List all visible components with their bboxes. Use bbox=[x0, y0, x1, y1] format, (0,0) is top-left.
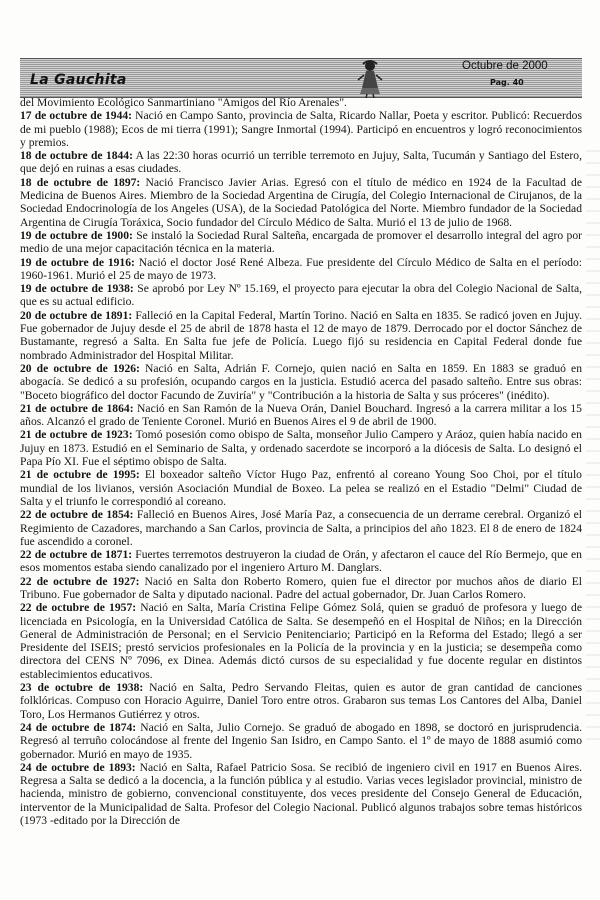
entry-text: Nació en San Ramón de la Nueva Orán, Daniel Bouchard. Ingresó a la carrera militar a los 15 años. Alcanzó el grado de Teniente Coronel. Murió en Buenos Aires el 9 de abril de 1900. bbox=[20, 401, 582, 429]
entry bbox=[20, 428, 582, 468]
entry-date: 18 de octubre de 1897: bbox=[20, 175, 141, 189]
publication-title: La Gauchita bbox=[30, 72, 127, 88]
gauchita-mascot-icon bbox=[354, 58, 386, 98]
entry-date: 22 de octubre de 1927: bbox=[20, 574, 140, 588]
entry-date: 18 de octubre de 1844: bbox=[20, 149, 133, 163]
entry-text: Falleció en Buenos Aires, José María Paz, a consecuencia de un derrame cerebral. Organizó el Regimiento de Cazadores, marchando a San Carlos, provincia de Salta, a principios del año 1823. El 8 de enero de 1824 fue ascendido a coronel. bbox=[20, 508, 582, 548]
entry bbox=[20, 468, 582, 508]
scan-edge-shadow bbox=[586, 140, 600, 740]
entry bbox=[20, 601, 582, 681]
entry bbox=[20, 761, 582, 827]
entry-date: 21 de octubre de 1864: bbox=[20, 401, 134, 415]
entry bbox=[20, 402, 582, 429]
entry-date: 19 de octubre de 1938: bbox=[20, 282, 134, 296]
entry bbox=[20, 575, 582, 602]
entry bbox=[20, 176, 582, 229]
entry bbox=[20, 282, 582, 309]
entry bbox=[20, 681, 582, 721]
issue-date: Octubre de 2000 bbox=[462, 60, 548, 72]
entry-date: 24 de octubre de 1893: bbox=[20, 760, 136, 774]
entry bbox=[20, 256, 582, 283]
entry-text: Nació en Salta, Julio Cornejo. Se graduó de abogado en 1898, se doctoró en jurisprudencia. Regresó al terruño colocándose al frente del Ingenio San Isidro, en Campo Santo. el 1º de mayo de 1888 asumió como gobernador. Murió en mayo de 1935. bbox=[20, 720, 582, 761]
entry-text: Nació en Salta, Pedro Servando Fleitas, quien es autor de gran cantidad de canciones folklóricas. Compuso con Horacio Aguirre, Daniel Toro entre otros. Grabaron sus temas Los Cantores del Alba, Daniel Toro, Los Hermanos Gutiérrez y otros. bbox=[20, 681, 582, 721]
entry-date: 20 de octubre de 1891: bbox=[20, 308, 133, 322]
entry-text: A las 22:30 horas ocurrió un terrible terremoto en Jujuy, Salta, Tucumán y Santiago del Estero, que dejó en ruinas a esas ciudades. bbox=[20, 149, 582, 176]
entry-date: 23 de octubre de 1938: bbox=[20, 681, 144, 695]
entry-date: 19 de octubre de 1916: bbox=[20, 255, 135, 269]
entry-text: Nació en Campo Santo, provincia de Salta, Ricardo Nallar, Poeta y escritor. Publicó: Recuerdos de mi pueblo (1988); Ecos de mi tierra (1991); Sangre Inmortal (1994). Participó en encuentros y logró reconocimientos y premios. bbox=[20, 109, 582, 149]
entry-date: 22 de octubre de 1957: bbox=[20, 601, 137, 615]
entry-text: del Movimiento Ecológico Sanmartiniano "Amigos del Río Arenales". bbox=[20, 96, 347, 109]
entry-text: Nació el doctor José René Albeza. Fue presidente del Círculo Médico de Salta en el período: 1960-1961. Murió el 25 de mayo de 1973. bbox=[20, 255, 582, 282]
entry-text: Fuertes terremotos destruyeron la ciudad de Orán, y afectaron el cauce del Río Bermejo, que en esos momentos estaba siendo canalizado por el ingeniero Arturo M. Danglars. bbox=[20, 548, 582, 575]
entry-date: 21 de octubre de 1995: bbox=[20, 468, 140, 482]
entry-text: Nació en Salta, María Cristina Felipe Gómez Solá, quien se graduó de profesora y luego de licenciada en Psicología, en la Universidad Católica de Salta. Se desempeñó en el Hospital de Niños; en la Dirección General de Administración de Personal; en el Servicio Penitenciario; Participó en la Reforma del Estado; llegó a ser Presidente del ISEIS; prestó servicios profesionales en la Policía de la provincia y en la justicia; se desempeña como directora del CENS Nº 7096, ex Dinea. Además dictó cursos de su especialidad y fue docente regular en distintos establecimientos educativos. bbox=[20, 601, 582, 681]
entry-text: Falleció en la Capital Federal, Martín Torino. Nació en Salta en 1835. Se radicó joven en Jujuy. Fue gobernador de Jujuy desde el 25 de abril de 1878 hasta el 12 de mayo de 1879. Derrocado por el doctor Sánchez de Bustamante, regresó a Salta. En Salta fue jefe de Policía. Luego fijó su residencia en Capital Federal donde fue nombrado Administrador del Hospital Militar. bbox=[20, 308, 582, 362]
entry bbox=[20, 149, 582, 176]
entry bbox=[20, 96, 582, 109]
entry-date: 22 de octubre de 1854: bbox=[20, 508, 134, 522]
entry-text: Se aprobó por Ley Nº 15.169, el proyecto para ejecutar la obra del Colegio Nacional de Salta, que es su actual edificio. bbox=[20, 282, 582, 309]
entry-text: Nació en Salta, Rafael Patricio Sosa. Se recibió de ingeniero civil en 1917 en Buenos Aires. Regresa a Salta se dedicó a la docencia, a la función pública y al estudio. Varias veces legislador provincial, ministro de hacienda, ministro de gobierno, convencional constituyente, dos veces presidente del Consejo General de Educación, interventor de la Municipalidad de Salta. Profesor del Colegio Nacional. Publicó algunos trabajos sobre temas históricos (1973 -editado por la Dirección de bbox=[20, 760, 582, 828]
entry-text: El boxeador salteño Víctor Hugo Paz, enfrentó al coreano Young Soo Choi, por el título mundial de los livianos, versión Asociación Mundial de Boxeo. La pelea se realizó en el Estadio "Delmi" Ciudad de Salta y el triunfo le correspondió al coreano. bbox=[20, 468, 582, 508]
entry bbox=[20, 309, 582, 362]
entry-date: 19 de octubre de 1900: bbox=[20, 228, 133, 242]
entry-text: Se instaló la Sociedad Rural Salteña, encargada de promover el desarrollo integral del agro por medio de una mejor capacitación técnica en la materia. bbox=[20, 228, 582, 256]
entry-text: Nació Francisco Javier Arias. Egresó con el título de médico en 1924 de la Facultad de Medicina de Buenos Aires. Miembro de la Sociedad Argentina de Cirugía, del Colegio Internacional de Cirujanos, de la Sociedad Endocrinología de los Angeles (USA), de la Sociedad Patológica del Norte. Miembro fundador de la Sociedad Argentina de Cirugía Toráxica, Socio fundador del Círculo Médico de Salta. Murió el 13 de julio de 1968. bbox=[20, 175, 582, 229]
entry bbox=[20, 109, 582, 149]
entry-date: 17 de octubre de 1944: bbox=[20, 109, 133, 123]
entry-text: Tomó posesión como obispo de Salta, monseñor Julio Campero y Aráoz, quien había nacido en Jujuy en 1873. Estudió en el Seminario de Salta, y ordenado sacerdote se incorporó a la diócesis de Salta. Lo designó el Papa Pío XI. Fue el séptimo obispo de Salta. bbox=[20, 428, 582, 469]
entry bbox=[20, 229, 582, 256]
entry bbox=[20, 508, 582, 548]
ephemerides-text bbox=[20, 96, 582, 886]
entry-date: 21 de octubre de 1923: bbox=[20, 428, 133, 442]
entry-date: 20 de octubre de 1926: bbox=[20, 361, 140, 375]
entry-text: Nació en Salta don Roberto Romero, quien fue el director por muchos años de diario El Tribuno. Fue gobernador de Salta y diputado nacional. Padre del actual gobernador, Dr. Juan Carlos Romero. bbox=[20, 574, 582, 601]
entry bbox=[20, 548, 582, 575]
page-number: Pag. 40 bbox=[490, 78, 524, 87]
entry bbox=[20, 362, 582, 402]
entry-date: 22 de octubre de 1871: bbox=[20, 548, 133, 562]
entry-date: 24 de octubre de 1874: bbox=[20, 720, 137, 734]
entry bbox=[20, 721, 582, 761]
entry-text: Nació en Salta, Adrián F. Cornejo, quien nació en Salta en 1859. En 1883 se graduó en abogacía. Se dedicó a su profesión, ocupando cargos en la justicia. Estudió acerca del pasado salteño. Entre sus obras: "Boceto biográfico del doctor Facundo de Zuviría" y "Contribución a la historia de Salta y sus próceres" (inédito). bbox=[20, 361, 582, 402]
